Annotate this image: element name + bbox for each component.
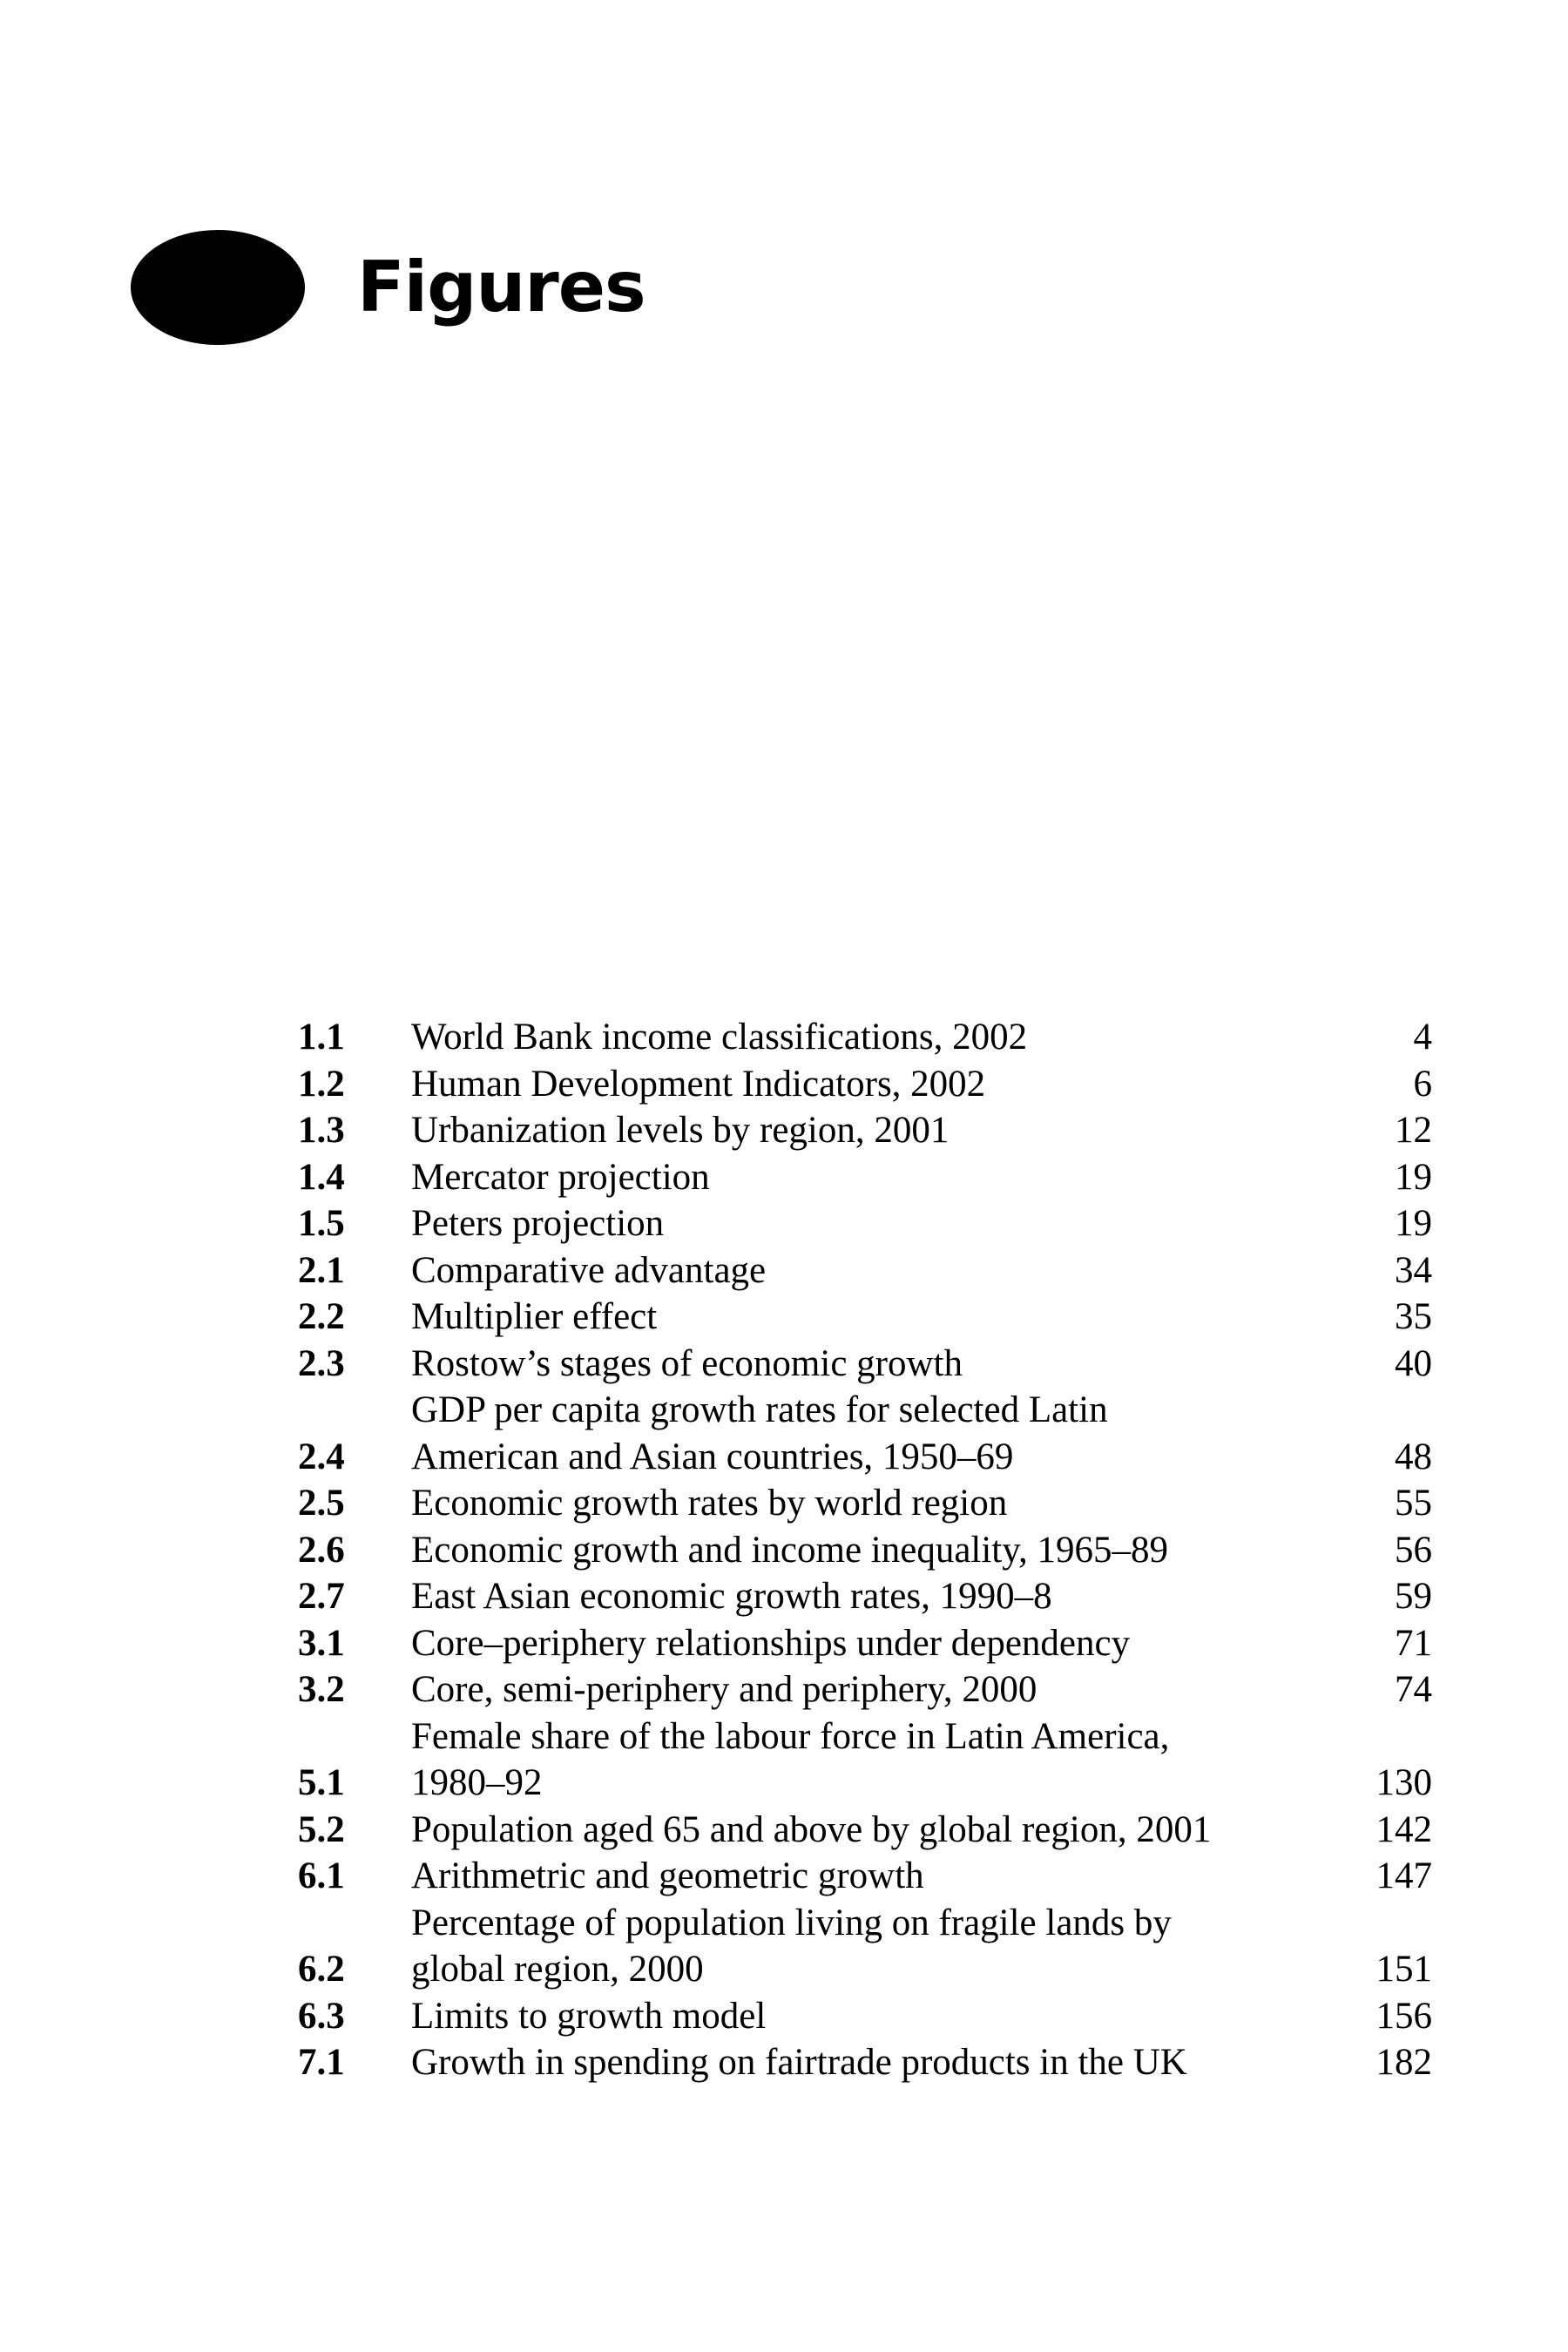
figure-number: 1.1 <box>298 1017 345 1058</box>
figure-title <box>411 1294 1328 1341</box>
figure-title <box>411 1247 1328 1294</box>
figure-entry <box>298 2039 1432 2086</box>
figure-entry <box>298 1620 1432 1667</box>
figure-title <box>411 1480 1328 1527</box>
figure-number: 2.7 <box>298 1576 345 1617</box>
figure-title-line: Percentage of population living on fragile lands by <box>411 1902 1172 1943</box>
figure-page-number: 12 <box>1395 1110 1432 1151</box>
figure-number: 1.3 <box>298 1110 345 1151</box>
figure-page-number: 56 <box>1395 1529 1432 1571</box>
figure-title <box>411 1387 1328 1480</box>
figure-title-line: Comparative advantage <box>411 1249 767 1291</box>
figure-page-number: 19 <box>1395 1203 1432 1244</box>
figure-title <box>411 2039 1328 2086</box>
figure-title <box>411 1341 1328 1388</box>
figure-title <box>411 1620 1328 1667</box>
figure-entry <box>298 1853 1432 1900</box>
figure-page-number: 55 <box>1395 1483 1432 1524</box>
figure-title <box>411 1527 1328 1574</box>
figure-entry <box>298 1061 1432 1108</box>
figure-number: 2.4 <box>298 1436 345 1477</box>
figure-page-number: 40 <box>1395 1342 1432 1384</box>
figure-page-number: 59 <box>1395 1576 1432 1617</box>
figure-entry <box>298 1014 1432 1061</box>
figure-title-line: Core–periphery relationships under dependency <box>411 1622 1131 1664</box>
figure-title <box>411 1666 1328 1713</box>
figure-entry <box>298 1993 1432 2040</box>
figure-page-number: 142 <box>1375 1808 1432 1850</box>
figure-page-number: 34 <box>1395 1249 1432 1291</box>
figure-page-number: 151 <box>1375 1949 1432 1990</box>
figure-title-line: global region, 2000 <box>411 1949 704 1990</box>
figure-title-line: Economic growth and income inequality, 1965–89 <box>411 1529 1168 1571</box>
figure-title <box>411 1807 1328 1854</box>
figure-number: 2.2 <box>298 1296 345 1337</box>
figure-number: 2.1 <box>298 1249 345 1291</box>
figure-number: 6.2 <box>298 1949 345 1990</box>
figure-title-line: Rostow’s stages of economic growth <box>411 1342 963 1384</box>
figure-entry <box>298 1900 1432 1993</box>
figure-title-line: Multiplier effect <box>411 1296 658 1337</box>
figure-entry <box>298 1480 1432 1527</box>
figure-title <box>411 1200 1328 1247</box>
figure-entry <box>298 1807 1432 1854</box>
heading-bullet-icon <box>131 230 305 345</box>
figure-title <box>411 1154 1328 1201</box>
figure-title-line: Urbanization levels by region, 2001 <box>411 1110 950 1151</box>
figure-entry <box>298 1107 1432 1154</box>
figure-title <box>411 1014 1328 1061</box>
figure-entry <box>298 1527 1432 1574</box>
figure-title-line: Female share of the labour force in Latin America, <box>411 1715 1170 1757</box>
figure-title-line: Economic growth rates by world region <box>411 1483 1008 1524</box>
figure-title <box>411 1713 1328 1807</box>
figure-title <box>411 1853 1328 1900</box>
figure-number: 6.3 <box>298 1995 345 2037</box>
figure-page-number: 147 <box>1375 1855 1432 1896</box>
figure-page-number: 156 <box>1375 1995 1432 2037</box>
figure-title <box>411 1107 1328 1154</box>
figure-entry <box>298 1666 1432 1713</box>
figure-title-line: American and Asian countries, 1950–69 <box>411 1436 1014 1477</box>
figure-title-line: East Asian economic growth rates, 1990–8 <box>411 1576 1052 1617</box>
figure-entry <box>298 1387 1432 1480</box>
figure-entry <box>298 1200 1432 1247</box>
figure-title <box>411 1061 1328 1108</box>
figure-title-line: Peters projection <box>411 1203 665 1244</box>
figure-number: 3.2 <box>298 1669 345 1710</box>
figure-title-line: Human Development Indicators, 2002 <box>411 1063 986 1105</box>
figure-page-number: 6 <box>1413 1063 1432 1105</box>
figure-entry <box>298 1341 1432 1388</box>
figure-number: 2.3 <box>298 1342 345 1384</box>
figure-title-line: Growth in spending on fairtrade products in the UK <box>411 2042 1187 2083</box>
figure-title-line: Population aged 65 and above by global region, 2001 <box>411 1808 1212 1850</box>
figure-title-line: Mercator projection <box>411 1156 710 1198</box>
figure-entry <box>298 1713 1432 1807</box>
figure-number: 2.6 <box>298 1529 345 1571</box>
figure-entry <box>298 1247 1432 1294</box>
figure-title-line: 1980–92 <box>411 1762 543 1803</box>
figure-entry <box>298 1154 1432 1201</box>
figure-title <box>411 1573 1328 1620</box>
figure-title-line: World Bank income classifications, 2002 <box>411 1017 1028 1058</box>
figure-page-number: 130 <box>1375 1762 1432 1803</box>
figure-number: 6.1 <box>298 1855 345 1896</box>
figure-page-number: 35 <box>1395 1296 1432 1337</box>
figure-title-line: Limits to growth model <box>411 1995 767 2037</box>
figure-entry <box>298 1573 1432 1620</box>
section-heading <box>131 226 645 348</box>
figure-number: 5.2 <box>298 1808 345 1850</box>
figure-page-number: 4 <box>1413 1017 1432 1058</box>
figure-number: 2.5 <box>298 1483 345 1524</box>
figure-number: 3.1 <box>298 1622 345 1664</box>
figure-page-number: 71 <box>1395 1622 1432 1664</box>
figure-page-number: 74 <box>1395 1669 1432 1710</box>
figure-title <box>411 1900 1328 1993</box>
figure-page-number: 19 <box>1395 1156 1432 1198</box>
figure-number: 7.1 <box>298 2042 345 2083</box>
figure-entry <box>298 1294 1432 1341</box>
figure-number: 1.4 <box>298 1156 345 1198</box>
figure-title <box>411 1993 1328 2040</box>
figure-title-line: GDP per capita growth rates for selected Latin <box>411 1389 1108 1430</box>
figure-title-line: Arithmetric and geometric growth <box>411 1855 924 1896</box>
figure-number: 5.1 <box>298 1762 345 1803</box>
figure-number: 1.2 <box>298 1063 345 1105</box>
figures-list <box>298 1014 1432 2086</box>
page-title: Figures <box>357 247 645 328</box>
figure-number: 1.5 <box>298 1203 345 1244</box>
figure-title-line: Core, semi-periphery and periphery, 2000 <box>411 1669 1037 1710</box>
figure-page-number: 48 <box>1395 1436 1432 1477</box>
figure-page-number: 182 <box>1375 2042 1432 2083</box>
